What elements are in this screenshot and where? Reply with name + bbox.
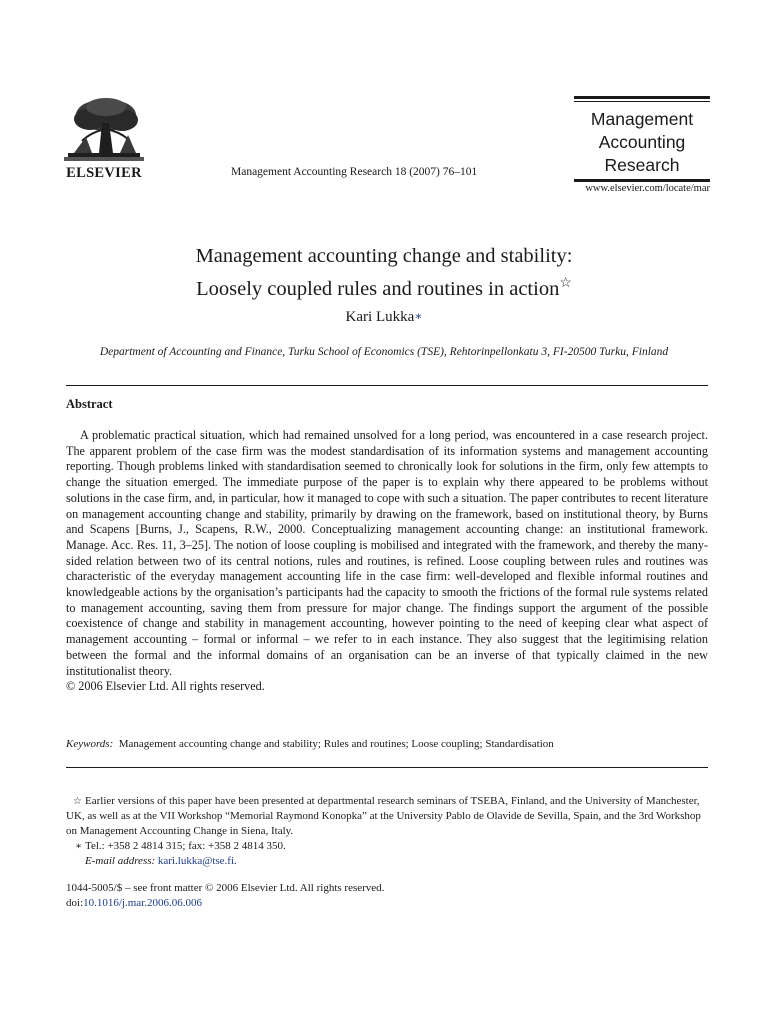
keywords-text: Management accounting change and stability; Rules and routines; Loose coupling; Standardisation xyxy=(118,738,554,750)
journal-bottom-rule xyxy=(574,179,710,182)
abstract-text: A problematic practical situation, which had remained unsolved for a long period, was encountered in a case research project. The apparent problem of the case firm was the modest standardisation of its information systems and management accounting reporting. Though problems linked with standardisation seemed to chronically look for solutions in the firm, only few attempts to change the situation emerged. The immediate purpose of the paper is to explain why there appeared to be problems without solutions in the case firm, and, in particular, how it managed to cope with such a situation. The paper contributes to recent literature on management accounting change and stability, primarily by drawing on the framework, based on institutional theory, by Burns and Scapens [Burns, J., Scapens, R.W., 2000. Conceptualizing management accounting change: an institutional framework. Manage. Acc. Res. 11, 3–25]. The notion of loose coupling is mobilised and integrated with the framework, and thereby the many-sided relation between two of its central notions, rules and routines, is refined. Loose coupling between rules and routines was characteristic of the everyday management accounting life in the case firm: well-developed and flexible informal routines and knowledgeable actions by the organisation’s participants had the capacity to smooth the frictions of the formal rule systems related to management accounting, saving them from pressure for major change. The findings support the argument of the possible coexistence of change and stability in management accounting, however pointing to the need of keeping clear what aspect of management accounting – formal or informal – we refer to in each instance. They also suggest that the legitimising relation between the formal and the informal domains of an organisation can be an inverse of that typically claimed in the new institutionalist theory. xyxy=(66,428,708,678)
doi-label: doi: xyxy=(66,897,84,909)
divider-top xyxy=(66,385,708,386)
footnote-text: Earlier versions of this paper have been presented at departmental research seminars of TSEBA, Finland, and the University of Manchester, UK, as well as at the VII Workshop “Memorial Raymond Konopka” at the University Pablo de Olavide de Sevilla, Spain, and the 3rd Workshop on Management Accounting Change in Siena, Italy. xyxy=(66,795,701,837)
footnote-email xyxy=(66,854,708,869)
title-footnote-mark[interactable]: ☆ xyxy=(559,276,572,291)
footnote-text: Tel.: +358 2 4814 315; fax: +358 2 4814 350. xyxy=(85,840,286,852)
publisher-name: ELSEVIER xyxy=(66,165,142,181)
title-line: Management accounting change and stability: xyxy=(195,245,573,267)
author-name: Kari Lukka xyxy=(345,309,415,325)
doi-line xyxy=(66,896,384,911)
email-link[interactable]: kari.lukka@tse.fi. xyxy=(157,855,237,867)
journal-name-box xyxy=(574,96,710,182)
author xyxy=(60,309,708,326)
doi-link[interactable]: 10.1016/j.mar.2006.06.006 xyxy=(83,897,202,909)
keywords-label: Keywords: xyxy=(66,738,114,750)
title-line-2 xyxy=(60,270,708,303)
journal-name-line: Research xyxy=(604,155,680,175)
front-matter xyxy=(66,881,384,911)
abstract-body xyxy=(66,428,708,695)
footnote-author xyxy=(66,839,708,854)
author-footnote-mark[interactable]: ∗ xyxy=(414,309,423,323)
journal-name-line: Accounting xyxy=(598,132,686,152)
keywords xyxy=(66,738,708,750)
divider-bottom xyxy=(66,767,708,768)
abstract-copyright: © 2006 Elsevier Ltd. All rights reserved. xyxy=(66,679,265,694)
journal-citation: Management Accounting Research 18 (2007) 76–101 xyxy=(231,166,478,178)
issn-line: 1044-5005/$ – see front matter © 2006 Elsevier Ltd. All rights reserved. xyxy=(66,882,385,894)
email-label: E-mail address: xyxy=(85,855,156,867)
journal-url-link[interactable]: www.elsevier.com/locate/mar xyxy=(585,183,710,194)
journal-name xyxy=(574,102,710,179)
footnote-mark: ∗ xyxy=(75,841,82,852)
title-line: Loosely coupled rules and routines in action xyxy=(196,277,560,300)
author-affiliation: Department of Accounting and Finance, Turku School of Economics (TSE), Rehtorinpellonkatu 3, FI-20500 Turku, Finland xyxy=(99,346,669,358)
footnote-title xyxy=(66,794,708,839)
elsevier-logo xyxy=(62,95,146,182)
elsevier-tree-icon xyxy=(62,95,146,165)
abstract-heading: Abstract xyxy=(66,397,113,411)
article-title xyxy=(60,242,708,303)
journal-name-line: Management xyxy=(590,109,694,129)
footnote-mark: ☆ xyxy=(73,796,82,807)
footnotes xyxy=(66,794,708,869)
